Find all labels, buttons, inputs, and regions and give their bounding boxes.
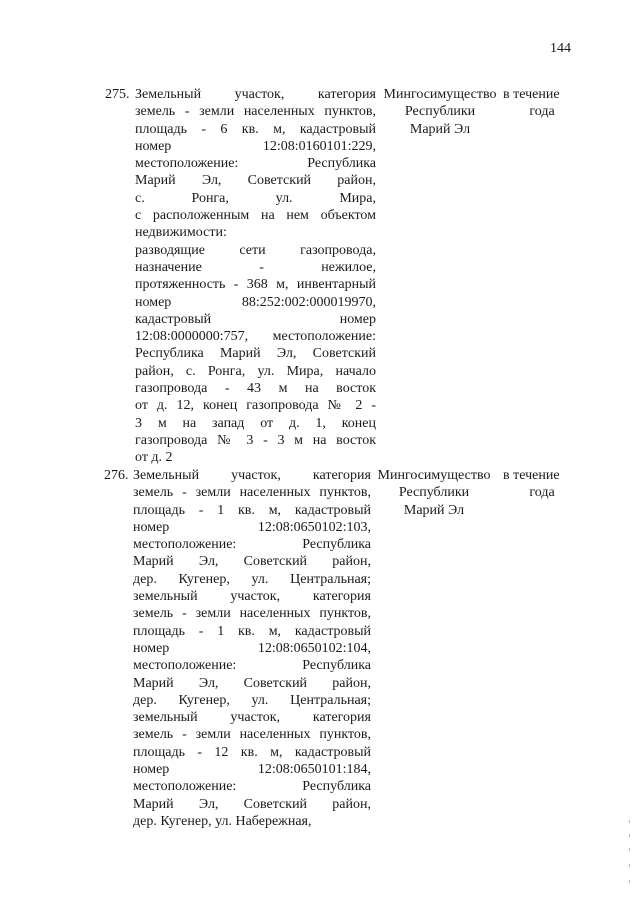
deadline-line: в течение (503, 87, 560, 102)
description-line: район, с. Ронга, ул. Мира, начало (135, 363, 376, 379)
responsible-executor (372, 467, 496, 519)
description-line: дер. Кугенер, ул. Набережная, (133, 813, 312, 829)
row-number: 275. (105, 87, 130, 102)
deadline-line: года (529, 485, 555, 501)
description-line: Земельный участок, категория (135, 87, 376, 102)
description-line: Марий Эл, Советский район, (133, 554, 371, 570)
description-line: назначение - нежилое, (135, 259, 376, 275)
description-line: 3 м на запад от д. 1, конец (135, 415, 376, 431)
responsible-executor-line: Марий Эл (403, 502, 465, 518)
description-line: земель - земли населенных пунктов, (133, 606, 371, 622)
deadline-line: в течение (503, 468, 560, 483)
description-line: местоположение: Республика (133, 779, 371, 795)
deadline (503, 86, 569, 121)
description-line: от д. 2 (135, 450, 173, 466)
description-line: площадь - 1 кв. м, кадастровый (133, 623, 371, 639)
description-line: площадь - 6 кв. м, кадастровый (135, 121, 376, 137)
responsible-executor-line: Мингосимущество (377, 468, 491, 483)
description-line: дер. Кугенер, ул. Центральная; (133, 692, 371, 708)
deadline (503, 467, 569, 502)
row-number: 276. (104, 468, 129, 483)
description-line: разводящие сети газопровода, (135, 242, 376, 258)
description-line: номер 12:08:0650101:184, (133, 762, 371, 778)
deadline-line: года (529, 104, 555, 120)
description-line: номер 12:08:0160101:229, (135, 138, 376, 154)
description-line: номер 12:08:0650102:103, (133, 519, 371, 535)
responsible-executor-line: Мингосимущество (383, 87, 497, 102)
description-line: Земельный участок, категория (133, 468, 371, 483)
description-line: местоположение: Республика (133, 658, 371, 674)
description-line: газопровода - 43 м на восток (135, 381, 376, 397)
description-line: номер 12:08:0650102:104, (133, 640, 371, 656)
description-line: дер. Кугенер, ул. Центральная; (133, 571, 371, 587)
responsible-executor-line: Марий Эл (409, 121, 471, 137)
property-description (133, 467, 371, 830)
responsible-executor-line: Республики (404, 104, 476, 120)
description-line: земельный участок, категория (133, 710, 371, 726)
description-line: протяженность - 368 м, инвентарный (135, 277, 376, 293)
description-line: земель - земли населенных пунктов, (135, 104, 376, 120)
description-line: газопровода № 3 - 3 м на восток (135, 432, 376, 448)
description-line: недвижимости: (135, 225, 227, 241)
description-line: местоположение: Республика (133, 537, 371, 553)
description-line: Марий Эл, Советский район, (133, 796, 371, 812)
description-line: 12:08:0000000:757, местоположение: (135, 329, 376, 345)
responsible-executor (378, 86, 502, 138)
page-number: 144 (550, 41, 571, 56)
description-line: земель - земли населенных пунктов, (133, 485, 371, 501)
description-line: Республика Марий Эл, Советский (135, 346, 376, 362)
description-line: от д. 12, конец газопровода № 2 - (135, 398, 376, 414)
description-line: номер 88:252:002:000019970, (135, 294, 376, 310)
description-line: Марий Эл, Советский район, (135, 173, 376, 189)
description-line: местоположение: Республика (135, 156, 376, 172)
responsible-executor-line: Республики (398, 485, 470, 501)
description-line: земель - земли населенных пунктов, (133, 727, 371, 743)
description-line: с расположенным на нем объектом (135, 208, 376, 224)
description-line: с. Ронга, ул. Мира, (135, 190, 376, 206)
description-line: площадь - 12 кв. м, кадастровый (133, 744, 371, 760)
scan-margin-marks (626, 820, 634, 890)
description-line: площадь - 1 кв. м, кадастровый (133, 502, 371, 518)
description-line: Марий Эл, Советский район, (133, 675, 371, 691)
description-line: кадастровый номер (135, 311, 376, 327)
description-line: земельный участок, категория (133, 589, 371, 605)
property-description (135, 86, 376, 467)
